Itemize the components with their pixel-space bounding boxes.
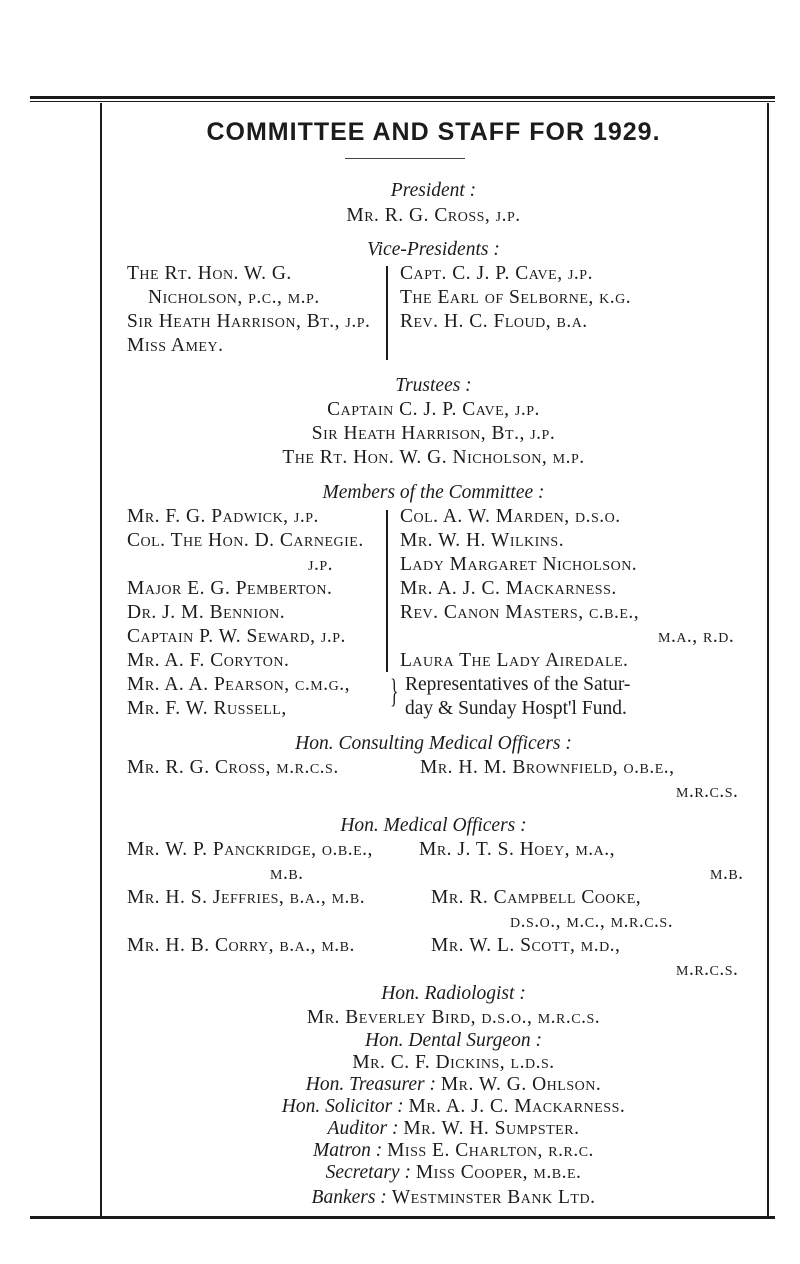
title-divider xyxy=(345,158,465,159)
medical-left-4: Mr. H. B. Corry, b.a., m.b. xyxy=(127,935,355,956)
representatives-brace: } xyxy=(390,673,399,710)
member-right-6: Laura The Lady Airedale. xyxy=(400,650,629,671)
matron-line xyxy=(120,1140,787,1162)
member-left-2: j.p. xyxy=(308,554,333,575)
page-title: COMMITTEE AND STAFF FOR 1929. xyxy=(206,118,661,146)
auditor-name: Mr. W. H. Sumpster. xyxy=(403,1118,580,1139)
member-left-4: Dr. J. M. Bennion. xyxy=(127,602,286,623)
member-right-1: Mr. W. H. Wilkins. xyxy=(400,530,565,551)
bankers-name: Westminster Bank Ltd. xyxy=(391,1187,596,1208)
consulting-heading: Hon. Consulting Medical Officers : xyxy=(295,733,572,754)
member-left-6: Mr. A. F. Coryton. xyxy=(127,650,290,671)
member-left-5: Captain P. W. Seward, j.p. xyxy=(127,626,346,647)
top-rule-thin xyxy=(30,101,775,102)
treasurer-label: Hon. Treasurer : xyxy=(305,1074,436,1095)
member-right-4: Rev. Canon Masters, c.b.e., xyxy=(400,602,640,623)
medical-left-2: Mr. H. S. Jeffries, b.a., m.b. xyxy=(127,887,366,908)
vp-right-1: The Earl of Selborne, k.g. xyxy=(400,287,632,308)
vp-left-2: Sir Heath Harrison, Bt., j.p. xyxy=(127,311,371,332)
member-left-3: Major E. G. Pemberton. xyxy=(127,578,333,599)
secretary-name: Miss Cooper, m.b.e. xyxy=(415,1162,582,1183)
radiologist-heading: Hon. Radiologist : xyxy=(381,983,526,1004)
medical-right-2: Mr. R. Campbell Cooke, xyxy=(431,887,642,908)
member-left-0: Mr. F. G. Padwick, j.p. xyxy=(127,506,319,527)
consulting-right-1: Mr. H. M. Brownfield, o.b.e., xyxy=(420,757,675,778)
member-left-8: Mr. F. W. Russell, xyxy=(127,698,287,719)
vp-left-3: Miss Amey. xyxy=(127,335,224,356)
treasurer-line xyxy=(120,1074,787,1096)
consulting-right-2: m.r.c.s. xyxy=(676,781,739,802)
medical-right-5: m.r.c.s. xyxy=(676,959,739,980)
radiologist-name: Mr. Beverley Bird, d.s.o., m.r.c.s. xyxy=(306,1007,601,1028)
trustee-0: Captain C. J. P. Cave, j.p. xyxy=(327,399,540,420)
president-name: Mr. R. G. Cross, j.p. xyxy=(346,205,521,226)
medical-right-4: Mr. W. L. Scott, m.d., xyxy=(431,935,621,956)
matron-name: Miss E. Charlton, r.r.c. xyxy=(387,1140,594,1161)
member-right-5: m.a., r.d. xyxy=(658,626,735,647)
bankers-label: Bankers : xyxy=(311,1187,392,1208)
vp-right-0: Capt. C. J. P. Cave, j.p. xyxy=(400,263,593,284)
vice-presidents-heading: Vice-Presidents : xyxy=(367,239,500,260)
medical-left-0: Mr. W. P. Panckridge, o.b.e., xyxy=(127,839,373,860)
medical-right-3: d.s.o., m.c., m.r.c.s. xyxy=(510,911,674,932)
member-left-1: Col. The Hon. D. Carnegie. xyxy=(127,530,364,551)
secretary-line xyxy=(120,1162,787,1184)
bottom-rule xyxy=(30,1216,775,1219)
vp-column-rule xyxy=(386,266,388,360)
treasurer-name: Mr. W. G. Ohlson. xyxy=(440,1074,602,1095)
solicitor-line xyxy=(120,1096,787,1118)
vp-left-0: The Rt. Hon. W. G. xyxy=(127,263,292,284)
top-rule xyxy=(30,96,775,99)
trustee-1: Sir Heath Harrison, Bt., j.p. xyxy=(311,423,556,444)
secretary-label: Secretary : xyxy=(325,1162,411,1183)
trustee-2: The Rt. Hon. W. G. Nicholson, m.p. xyxy=(282,447,585,468)
member-left-7: Mr. A. A. Pearson, c.m.g., xyxy=(127,674,350,695)
member-right-2: Lady Margaret Nicholson. xyxy=(400,554,638,575)
bankers-line xyxy=(120,1187,787,1209)
medical-heading: Hon. Medical Officers : xyxy=(340,815,527,836)
solicitor-label: Hon. Solicitor : xyxy=(281,1096,404,1117)
member-right-3: Mr. A. J. C. Mackarness. xyxy=(400,578,617,599)
vp-left-1: Nicholson, p.c., m.p. xyxy=(148,287,320,308)
auditor-line xyxy=(120,1118,787,1140)
medical-right-1: m.b. xyxy=(710,863,744,884)
member-right-0: Col. A. W. Marden, d.s.o. xyxy=(400,506,621,527)
members-column-rule xyxy=(386,510,388,672)
left-border xyxy=(100,103,102,1216)
auditor-label: Auditor : xyxy=(327,1118,399,1139)
member-right-7: Representatives of the Satur- xyxy=(405,674,631,695)
member-right-8: day & Sunday Hospt'l Fund. xyxy=(405,698,627,719)
medical-right-0: Mr. J. T. S. Hoey, m.a., xyxy=(419,839,616,860)
members-heading: Members of the Committee : xyxy=(322,482,545,503)
trustees-heading: Trustees : xyxy=(395,375,472,396)
vp-right-2: Rev. H. C. Floud, b.a. xyxy=(400,311,588,332)
medical-left-1: m.b. xyxy=(270,863,304,884)
dental-name: Mr. C. F. Dickins, l.d.s. xyxy=(352,1052,555,1073)
dental-heading: Hon. Dental Surgeon : xyxy=(365,1030,542,1051)
president-heading: President : xyxy=(390,180,477,201)
matron-label: Matron : xyxy=(313,1140,383,1161)
solicitor-name: Mr. A. J. C. Mackarness. xyxy=(408,1096,626,1117)
consulting-left: Mr. R. G. Cross, m.r.c.s. xyxy=(127,757,339,778)
